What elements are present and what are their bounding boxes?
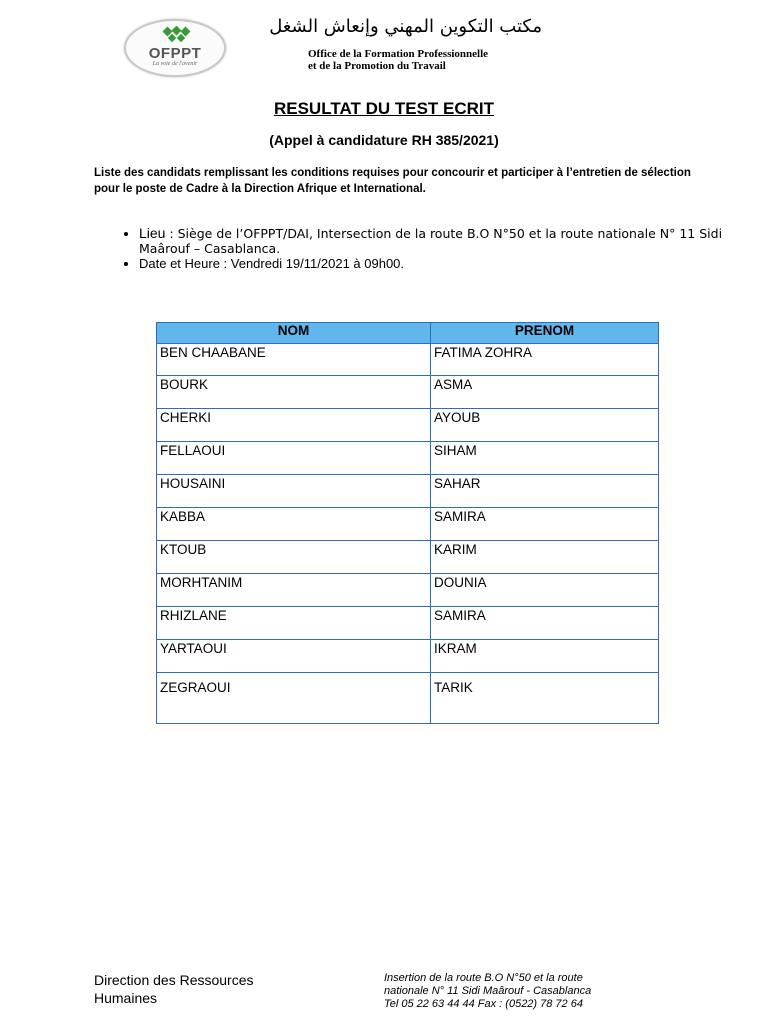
- footer-department-line-2: Humaines: [94, 990, 158, 1006]
- cell-nom: FELLAOUI: [157, 442, 431, 475]
- lieu-value: : Siège de l’OFPPT/DAI, Intersection de la route B.O N°50 et la route nationale N° 11 Sidi Maârouf – Casablanca.: [139, 226, 723, 256]
- cell-prenom: KARIM: [431, 541, 659, 574]
- table-row: [157, 344, 659, 376]
- table-header-row: [157, 323, 659, 344]
- cell-nom: KTOUB: [157, 541, 431, 574]
- office-line-1: Office de la Formation Professionnelle: [308, 48, 489, 60]
- ofppt-logo: [124, 19, 226, 77]
- table-row: [157, 442, 659, 475]
- cell-nom: RHIZLANE: [157, 607, 431, 640]
- cell-prenom: SAMIRA: [431, 508, 659, 541]
- table-row: [157, 376, 659, 409]
- cell-prenom: SIHAM: [431, 442, 659, 475]
- table-row: [157, 640, 659, 673]
- table-row: [157, 673, 659, 724]
- footer-address: [384, 972, 591, 1011]
- cell-prenom: ASMA: [431, 376, 659, 409]
- ofppt-emblem-icon: [158, 26, 194, 46]
- table-row: [157, 475, 659, 508]
- cell-prenom: AYOUB: [431, 409, 659, 442]
- logo-tagline: La voie de l'avenir: [152, 61, 198, 67]
- info-item-lieu: [139, 226, 759, 256]
- footer-address-line-1: Insertion de la route B.O N°50 et la route: [384, 972, 583, 984]
- cell-nom: CHERKI: [157, 409, 431, 442]
- arabic-organization-name: مكتب التكوين المهني وإنعاش الشغل: [269, 16, 542, 37]
- table-row: [157, 541, 659, 574]
- cell-nom: ZEGRAOUI: [157, 673, 431, 724]
- footer-address-line-2: nationale N° 11 Sidi Maârouf - Casablanca: [384, 985, 592, 997]
- cell-prenom: SAHAR: [431, 475, 659, 508]
- footer-department-line-1: Direction des Ressources: [94, 972, 254, 988]
- cell-nom: YARTAOUI: [157, 640, 431, 673]
- lieu-label: Lieu: [139, 225, 166, 241]
- logo-text: OFPPT: [148, 45, 202, 62]
- page-subtitle: (Appel à candidature RH 385/2021): [269, 132, 499, 148]
- cell-nom: BOURK: [157, 376, 431, 409]
- cell-prenom: DOUNIA: [431, 574, 659, 607]
- table-row: [157, 607, 659, 640]
- intro-paragraph: Liste des candidats remplissant les conditions requises pour concourir et participer à l’entretien de sélection pour le poste de Cadre à la Direction Afrique et International.: [94, 167, 691, 195]
- table-row: [157, 409, 659, 442]
- cell-nom: MORHTANIM: [157, 574, 431, 607]
- candidates-table: [156, 322, 659, 724]
- info-list: [94, 226, 759, 271]
- footer-contact-line: Tel 05 22 63 44 44 Fax : (0522) 78 72 64: [384, 998, 583, 1010]
- cell-nom: KABBA: [157, 508, 431, 541]
- office-line-2: et de la Promotion du Travail: [308, 60, 446, 72]
- footer-department: [94, 971, 254, 1007]
- cell-prenom: FATIMA ZOHRA: [431, 344, 659, 376]
- table-row: [157, 574, 659, 607]
- info-item-date: • Date et Heure : Vendredi 19/11/2021 à 09h00.: [139, 256, 759, 271]
- cell-prenom: SAMIRA: [431, 607, 659, 640]
- cell-nom: HOUSAINI: [157, 475, 431, 508]
- table-row: [157, 508, 659, 541]
- page-title: RESULTAT DU TEST ECRIT: [273, 99, 495, 118]
- cell-prenom: TARIK: [431, 673, 659, 724]
- column-header-nom: NOM: [157, 323, 431, 344]
- cell-nom: BEN CHAABANE: [157, 344, 431, 376]
- organization-name: [308, 48, 488, 72]
- column-header-prenom: PRENOM: [431, 323, 659, 344]
- cell-prenom: IKRAM: [431, 640, 659, 673]
